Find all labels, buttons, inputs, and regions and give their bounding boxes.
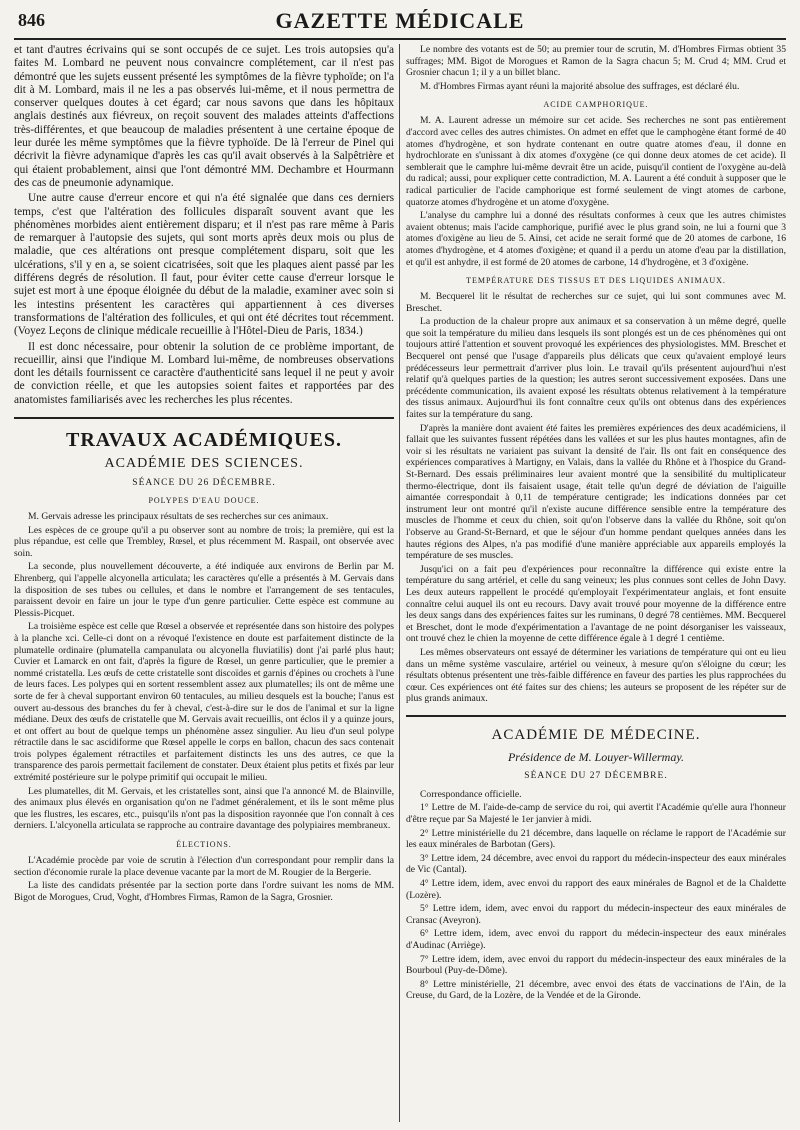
polypes-article (14, 511, 394, 832)
section-divider (14, 417, 394, 419)
section-divider (406, 715, 786, 717)
right-column (406, 44, 786, 1122)
page-header (14, 8, 786, 40)
paragraph: L'Académie procède par voie de scrutin à l'élection d'un correspondant pour remplir dans la section d'économie rurale la place devenue vacante par la mort de M. Rougier de la Bergerie. (14, 855, 394, 878)
paragraph: Les plumatelles, dit M. Gervais, et les cristatelles sont, ainsi que l'a annoncé M. de Blainville, des animaux plus élevés en organisation qu'on ne l'admet généralement, et ils le sont même plus que les flustres, les escares, etc., puisqu'ils n'ont pas la disposition rayonnée que l'on connaît à ces derniers. L'alcyonella articulata se rapproche au contraire davantage des polypiaires membraneux. (14, 785, 394, 832)
camphorique-article (406, 115, 786, 268)
section-title: TRAVAUX ACADÉMIQUES. (66, 429, 342, 452)
list-item: 4° Lettre idem, idem, avec envoi du rapport des eaux minérales de Bagnol et de la Chaldette (Lozère). (406, 878, 786, 901)
paragraph: M. Gervais adresse les principaux résultats de ses recherches sur ces animaux. (28, 511, 329, 523)
paragraph: L'analyse du camphre lui a donné des résultats conformes à ceux que les autres chimistes avaient obtenus; mais l'acide camphorique, purifié avec le plus grand soin, ne lui a fourni que 3 atomes d'oxigène au lieu de 5. Ainsi, cet acide ne serait formé que de 20 atomes de carbone, 16 atomes d'hydrogène, et 4 atomes d'oxigène; et quand il a perdu un atome d'eau par la distillation, et qu'il est anhydre, il est formé de 20 atomes de carbone, 14 d'hydrogène, et 3 d'oxigène. (406, 210, 786, 268)
temperature-article (406, 291, 786, 705)
paragraph: D'après la manière dont avaient été faites les premières expériences des deux académiciens, il fallait que les suivantes fussent répétées dans les vallées et sur les plus hautes montagnes, afin de voir si les résultats ne variaient pas suivant la densité de l'air. Ils ont fait en conséquence des expériences comparatives à Martigny, en Valais, dans la vallée du Rhône et à l'hospice du Grand-St-Bernard. Des essais préliminaires leur avaient montré que la sensibilité du multiplicateur thermo-électrique, dont ils faisaient usage, était telle qu'un degré de déviation de l'aiguille aimantée correspondait à 0,11 de température centigrade; les indications données par cet instrument leur ont montré qu'il n'existe aucune différence sensible entre la température des muscles de l'homme et ceux du chien, soit qu'on l'observe dans la vallée du Rhône, soit qu'on l'observe au Grand-St-Bernard, et que le séjour d'un homme pendant quelques années dans les hautes régions des Alpes, n'a pas modifié d'une manière appréciable aux appareils employés la température de ses muscles. (406, 422, 786, 562)
paragraph: M. A. Laurent adresse un mémoire sur cet acide. Ses recherches ne sont pas entièrement d'accord avec celles des autres chimistes. On admet en effet que le camphogène étant formé de 40 atomes d'hydrogène, et son hydrate contenant en outre quatre atomes d'eau, il donne en hydrochlorate en s'unissant à dix atomes d'oxygène (ce qui donne deux atomes de cet acide). Il semblerait que le camphre lui-même devrait être un acide, puisqu'il contient de l'oxygène au-delà du radical; aussi, pour expliquer cette contradiction, M. A. Laurent a été conduit à supposer que le radical particulier de l'acide camphorique est formé seulement de vingt atomes de carbone, quatorze atomes d'hydrogène et un atome d'oxygène. (406, 115, 786, 208)
paragraph: M. d'Hombres Firmas ayant réuni la majorité absolue des suffrages, est déclaré élu. (420, 80, 740, 92)
presidence-line: Présidence de M. Louyer-Willermay. (507, 749, 685, 764)
list-item: 7° Lettre idem, idem, avec envoi du rapport du médecin-inspecteur des eaux minérales de la Bourboul (Puy-de-Dôme). (406, 953, 786, 977)
paragraph: Une autre cause d'erreur encore et qui n'a été signalée que dans ces derniers temps, c'est que l'altération des follicules disparaît souvent avant que les phénomènes morbides aient entièrement disparu; et il n'est pas rare même à Paris de remarquer à l'autopsie des sujets, qui sont morts après deux mois ou plus de maladie, que ces altérations ont presque complétement disparu, soit que les ulcérations, s'il y en a, se soient cicatrisées, soit que les plaques aient passé par les différens degrés de résolution. Il faut, pour éviter cette cause d'erreur lorsque le sujet est mort à une époque éloignée du début de la maladie, examiner avec soin si les intestins présentent les caractères qui appartiennent à ces diverses transformations de l'altération des follicules, et qui ont été décrites tout récemment. (Voyez Leçons de clinique médicale recueillie à l'Hôtel-Dieu de Paris, 1834.) (14, 192, 394, 338)
paragraph: Il est donc nécessaire, pour obtenir la solution de ce problème important, de recueillir, ainsi que l'indique M. Lombard lui-même, de nombreuses observations dont les détails fournissent ce caractère d'authenticité sans lequel il ne peut y avoir de conviction réelle, et que les autopsies soient faites et rapportées par des anatomistes familiarisés avec les recherches les plus récentes. (14, 340, 394, 406)
column-divider (399, 44, 400, 1122)
paragraph: Jusqu'ici on a fait peu d'expériences pour reconnaître la différence qui existe entre la température du sang artériel, et celle du sang veineux; les plus connues sont celles de John Davy. Les deux auteurs rappellent le procédé qu'employait l'expérimentateur anglais, et font ensuite connaître celui auquel ils ont eu recours. Davy avait trouvé pour moyenne de la différence entre les deux sangs dans des expériences faites sur les ruminans, 0 degré 78 centièmes. MM. Becquerel et Breschet, dont le mode d'expérimentation a l'avantage de ne point désorganiser les vaisseaux, ont trouvé chez le chien la moyenne de cette différence égale à 1 degré 1 centième. (406, 563, 786, 645)
paragraph: Le nombre des votants est de 50; au premier tour de scrutin, M. d'Hombres Firmas obtient 35 suffrages; MM. Bigot de Morogues et Ramon de la Sagra chacun 5; M. Crud 4; MM. Crud et Grosnier chacun 1; il y a un billet blanc. (406, 44, 786, 79)
list-item: 1° Lettre de M. l'aide-de-camp de service du roi, qui avertit l'Académie qu'elle aura l'honneur d'être reçue par Sa Majesté le 1er janvier à midi. (406, 802, 786, 826)
rubric-heading: ÉLECTIONS. (176, 840, 232, 850)
list-item: 6° Lettre idem, idem, avec envoi du rapport du médecin-inspecteur des eaux minérales d'Audinac (Arriège). (406, 928, 786, 951)
columns (14, 44, 786, 1122)
paragraph: La troisième espèce est celle que Rœsel a observée et représentée dans son histoire des polypes à la planche xci. Celle-ci dont on a révoqué l'existence en doute est parfaitement distincte de la plumatelle ordinaire (plumatella campanulata ou alcyonella fluviatilis) dont j'ai parlé plus haut; Cuvier et Lamarck en ont fait, d'après la figure de Rœsel, un genre particulier, que le premier a nommé cristatella. Les œufs de cette cristatelle sont discoïdes et garnis d'épines ou crochets à l'une de leurs faces. Les polypes qui en sortent ressemblent assez aux plumatelles; ils ont de même une sorte de fer à cheval supportant environ 60 tentacules, au milieu desquels est la bouche; l'anus est ouvert au-dessous des branches du fer à cheval, c'est-à-dire sur le dos de l'animal et sur la ligne médiane. Deux des œufs de cristatelle que M. Gervais avait recueillis, ont éclos il y a quinze jours, et ont offert au bout de quelque temps un phénomène assez singulier. Au lieu d'un seul polype rétractile dans le sac ascidiforme que Rœsel appelle le corps en ballon, chacun des sacs contenait trois polypes également rétractiles et parfaitement distincts les uns des autres, ce que la transparence des parois permettait facilement de constater. Deux étaient plus petits et fixés par leur extrémité postérieure sur le polype primitif qui occupait le milieu. (14, 621, 394, 784)
paragraph: Les mêmes observateurs ont essayé de déterminer les variations de température qui ont eu lieu dans un même système vasculaire, artériel ou veineux, à mesure qu'on s'éloigne du cœur; les résultats obtenus présentent une très-faible différence en faveur des parties les plus rapprochées du cœur. Ces expériences ont été faites sur des chiens; les auteurs se proposent de les répéter sur de plus grands animaux. (406, 646, 786, 705)
continued-article (14, 44, 394, 407)
paragraph: Les espèces de ce groupe qu'il a pu observer sont au nombre de trois; la première, qui est la plus répandue, est celle que Trembley, Rœsel, et plus récemment M. Raspail, ont observée avec soin. (14, 524, 394, 559)
journal-title: GAZETTE MÉDICALE (275, 8, 525, 33)
rubric-heading: ACIDE CAMPHORIQUE. (543, 100, 649, 110)
seance-date: SÉANCE DU 26 DÉCEMBRE. (132, 478, 276, 489)
elections-continued (406, 44, 786, 92)
academy-title: ACADÉMIE DE MÉDECINE. (491, 726, 701, 743)
page-number: 846 (18, 10, 45, 30)
list-item: 2° Lettre ministérielle du 21 décembre, dans laquelle on réclame le rapport de l'Académie sur les eaux minérales de Barbotan (Gers). (406, 827, 786, 851)
seance-date: SÉANCE DU 27 DÉCEMBRE. (524, 770, 668, 781)
left-column (14, 44, 394, 1122)
elections-article (14, 855, 394, 903)
list-item: 3° Lettre idem, 24 décembre, avec envoi du rapport du médecin-inspecteur des eaux minérales de Vic (Cantal). (406, 852, 786, 876)
paragraph: La seconde, plus nouvellement découverte, a été indiquée aux environs de Berlin par M. Ehrenberg, qui l'appelle alcyonella articulata; les caractères qu'elle a présentés à M. Gervais dans la disposition de ses tubes ou cellules, et dans le nombre et l'arrangement de ses tentacules, paraissent devoir en faire un jour le type d'un genre particulier. Cette espèce est commune au Plessis-Picquet. (14, 561, 394, 619)
list-item: 5° Lettre idem, idem, avec envoi du rapport du médecin-inspecteur des eaux minérales de Cransac (Aveyron). (406, 903, 786, 926)
paragraph: M. Becquerel lit le résultat de recherches sur ce sujet, qui lui sont communes avec M. Breschet. (406, 291, 786, 314)
paragraph: et tant d'autres écrivains qui se sont occupés de ce sujet. Les trois autopsies qu'a faites M. Lombard ne peuvent nous convaincre complétement, car il n'est pas démontré que les sujets eussent présenté les symptômes de la fièvre typhoïde; on l'a dit à M. Lombard, mais il ne les a pas observés lui-même, et il nous permettra de conserver quelques doutes à cet égard; car nous savons que dans les hôpitaux anglais destinés aux fiévreux, on reçoit souvent des malades atteints d'affections très-différentes, et que beaucoup de maladies présentent à une certaine époque de leur durée les même symptômes que la fièvre typhoïde. De là l'erreur de Pinel qui décrivit la fièvre adynamique d'après les cas qu'il avait observés à la Salpêtrière et qui étaient probablement, ainsi que l'ont démontré MM. Dechambre et Hourmann des cas de pneumonie adynamique. (14, 44, 394, 189)
paragraph: La production de la chaleur propre aux animaux et sa conservation à un même degré, quelle que soit la température du milieu dans lesquels ils sont plongés est un de ces phénomènes qui ont toujours attiré l'attention et souvent provoqué les expériences des physiologistes. MM. Breschet et Becquerel ont pensé que l'usage d'appareils plus délicats que ceux qu'avaient employé leurs prédécesseurs leur permettrait d'arriver plus loin. Le travail qu'ils présentent aujourd'hui n'est relatif qu'à quelques parties de la question; les autres seront successivement exposées. Dans une précédente communication, ils avaient exposé les résultats obtenus relativement à la température des tissus animaux. Aujourd'hui ils font connaître ceux qu'ils ont obtenus dans des expériences faites sur la température du sang. (406, 316, 786, 421)
rubric-heading: POLYPES D'EAU DOUCE. (148, 496, 260, 506)
academy-title: ACADÉMIE DES SCIENCES. (104, 456, 304, 472)
rubric-heading: TEMPÉRATURE DES TISSUS ET DES LIQUIDES ANIMAUX. (466, 276, 726, 286)
correspondance-list (406, 789, 786, 1002)
newspaper-page (14, 8, 786, 1122)
list-item: 8° Lettre ministérielle, 21 décembre, avec envoi des états de vaccinations de l'Ain, de la Creuse, du Gard, de la Lozère, de la Vendée et de la Gironde. (406, 978, 786, 1002)
list-item: Correspondance officielle. (420, 788, 522, 800)
paragraph: La liste des candidats présentée par la section porte dans l'ordre suivant les noms de MM. Bigot de Morogues, Crud, Voght, d'Hombres Firmas, Ramon de la Sagra, Grosnier. (14, 880, 394, 903)
